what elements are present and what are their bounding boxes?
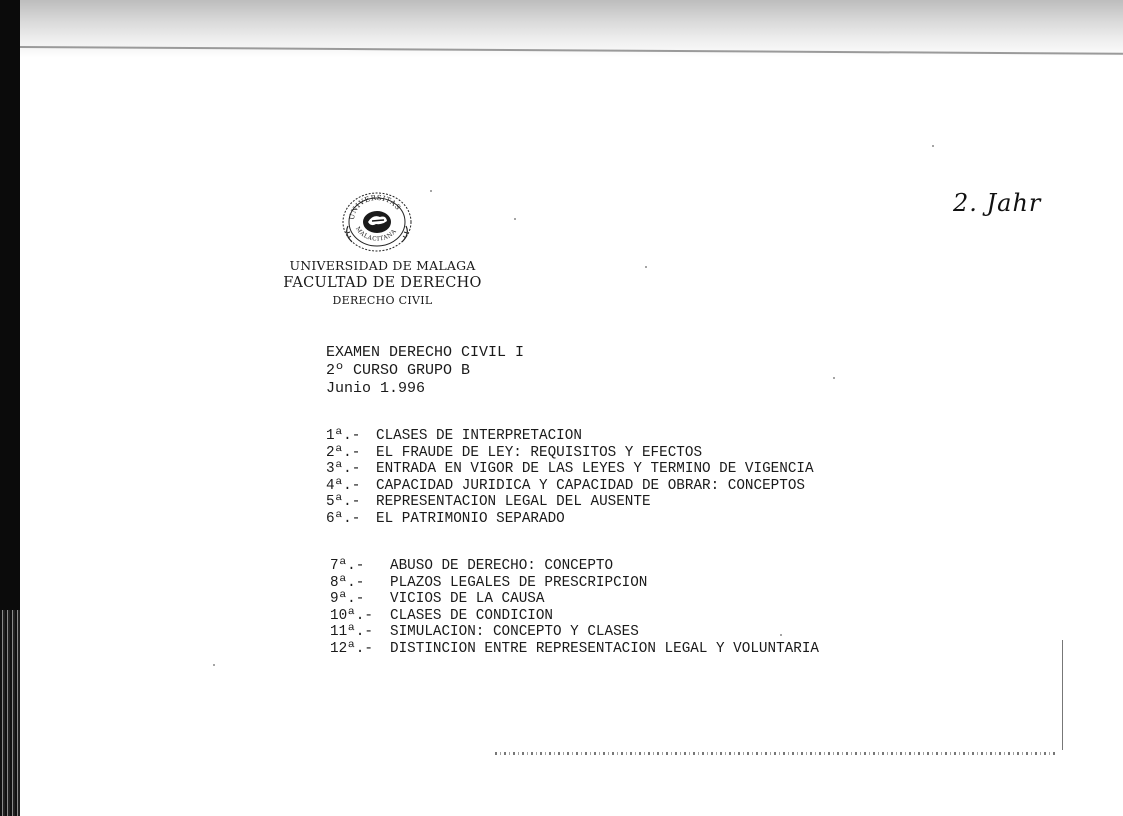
- exam-title: EXAMEN DERECHO CIVIL I: [326, 344, 525, 361]
- university-seal-logo: [340, 190, 414, 254]
- question-number: 6ª.-: [326, 510, 361, 527]
- question-item: [326, 478, 814, 495]
- scan-border-stripes: [0, 610, 20, 816]
- exam-heading: [326, 344, 524, 398]
- question-number: 9ª.-: [330, 591, 365, 607]
- question-item: [330, 608, 819, 625]
- handwritten-note: 2. Jahr: [953, 189, 1042, 217]
- question-number: 2ª.-: [326, 444, 361, 461]
- question-number: 8ª.-: [330, 574, 365, 591]
- question-number: 5ª.-: [326, 494, 361, 510]
- question-text: ABUSO DE DERECHO: CONCEPTO: [390, 558, 614, 574]
- question-text: EL PATRIMONIO SEPARADO: [376, 510, 565, 527]
- question-item: [330, 591, 819, 608]
- question-item: [330, 558, 819, 575]
- scan-edge-right: [1062, 640, 1063, 750]
- question-number: 3ª.-: [326, 461, 361, 477]
- question-list-part-1: [326, 428, 814, 527]
- question-text: CLASES DE CONDICION: [390, 607, 554, 624]
- exam-date: Junio 1.996: [326, 380, 426, 397]
- dust-speck: [514, 218, 516, 220]
- dust-speck: [833, 377, 835, 379]
- question-text: DISTINCION ENTRE REPRESENTACION LEGAL Y VOLUNTARIA: [390, 640, 819, 657]
- question-item: [326, 494, 814, 511]
- university-name: UNIVERSIDAD DE MALAGA: [289, 258, 476, 273]
- question-number: 10ª.-: [330, 607, 373, 624]
- question-item: [330, 641, 819, 658]
- question-text: CLASES DE INTERPRETACION: [376, 428, 582, 444]
- question-text: SIMULACION: CONCEPTO Y CLASES: [390, 624, 639, 640]
- svg-text:UNIVERSITAS: UNIVERSITAS: [347, 193, 403, 221]
- question-number: 12ª.-: [330, 640, 373, 657]
- question-item: [326, 445, 814, 462]
- faculty-name: FACULTAD DE DERECHO: [283, 275, 482, 291]
- question-text: REPRESENTACION LEGAL DEL AUSENTE: [376, 494, 651, 510]
- question-item: [326, 511, 814, 528]
- dust-speck: [645, 266, 647, 268]
- scan-speckle-bottom: [495, 752, 1055, 755]
- svg-text:MALACITANA: MALACITANA: [353, 225, 399, 243]
- question-number: 1ª.-: [326, 428, 361, 444]
- question-item: [330, 624, 819, 641]
- department-name: DERECHO CIVIL: [332, 294, 433, 307]
- question-text: VICIOS DE LA CAUSA: [390, 591, 545, 607]
- dust-speck: [213, 664, 215, 666]
- question-text: EL FRAUDE DE LEY: REQUISITOS Y EFECTOS: [376, 444, 703, 461]
- question-number: 7ª.-: [330, 558, 365, 574]
- question-number: 4ª.-: [326, 477, 361, 494]
- dust-speck: [430, 190, 432, 192]
- question-number: 11ª.-: [330, 624, 373, 640]
- question-text: CAPACIDAD JURIDICA Y CAPACIDAD DE OBRAR: CONCEPTOS: [376, 477, 805, 494]
- question-list-part-2: [330, 558, 819, 657]
- exam-course: 2º CURSO GRUPO B: [326, 362, 471, 379]
- dust-speck: [932, 145, 934, 147]
- question-text: PLAZOS LEGALES DE PRESCRIPCION: [390, 574, 648, 591]
- question-item: [330, 575, 819, 592]
- question-item: [326, 461, 814, 478]
- university-letterhead: [270, 258, 495, 308]
- question-text: ENTRADA EN VIGOR DE LAS LEYES Y TERMINO DE VIGENCIA: [376, 461, 814, 477]
- question-item: [326, 428, 814, 445]
